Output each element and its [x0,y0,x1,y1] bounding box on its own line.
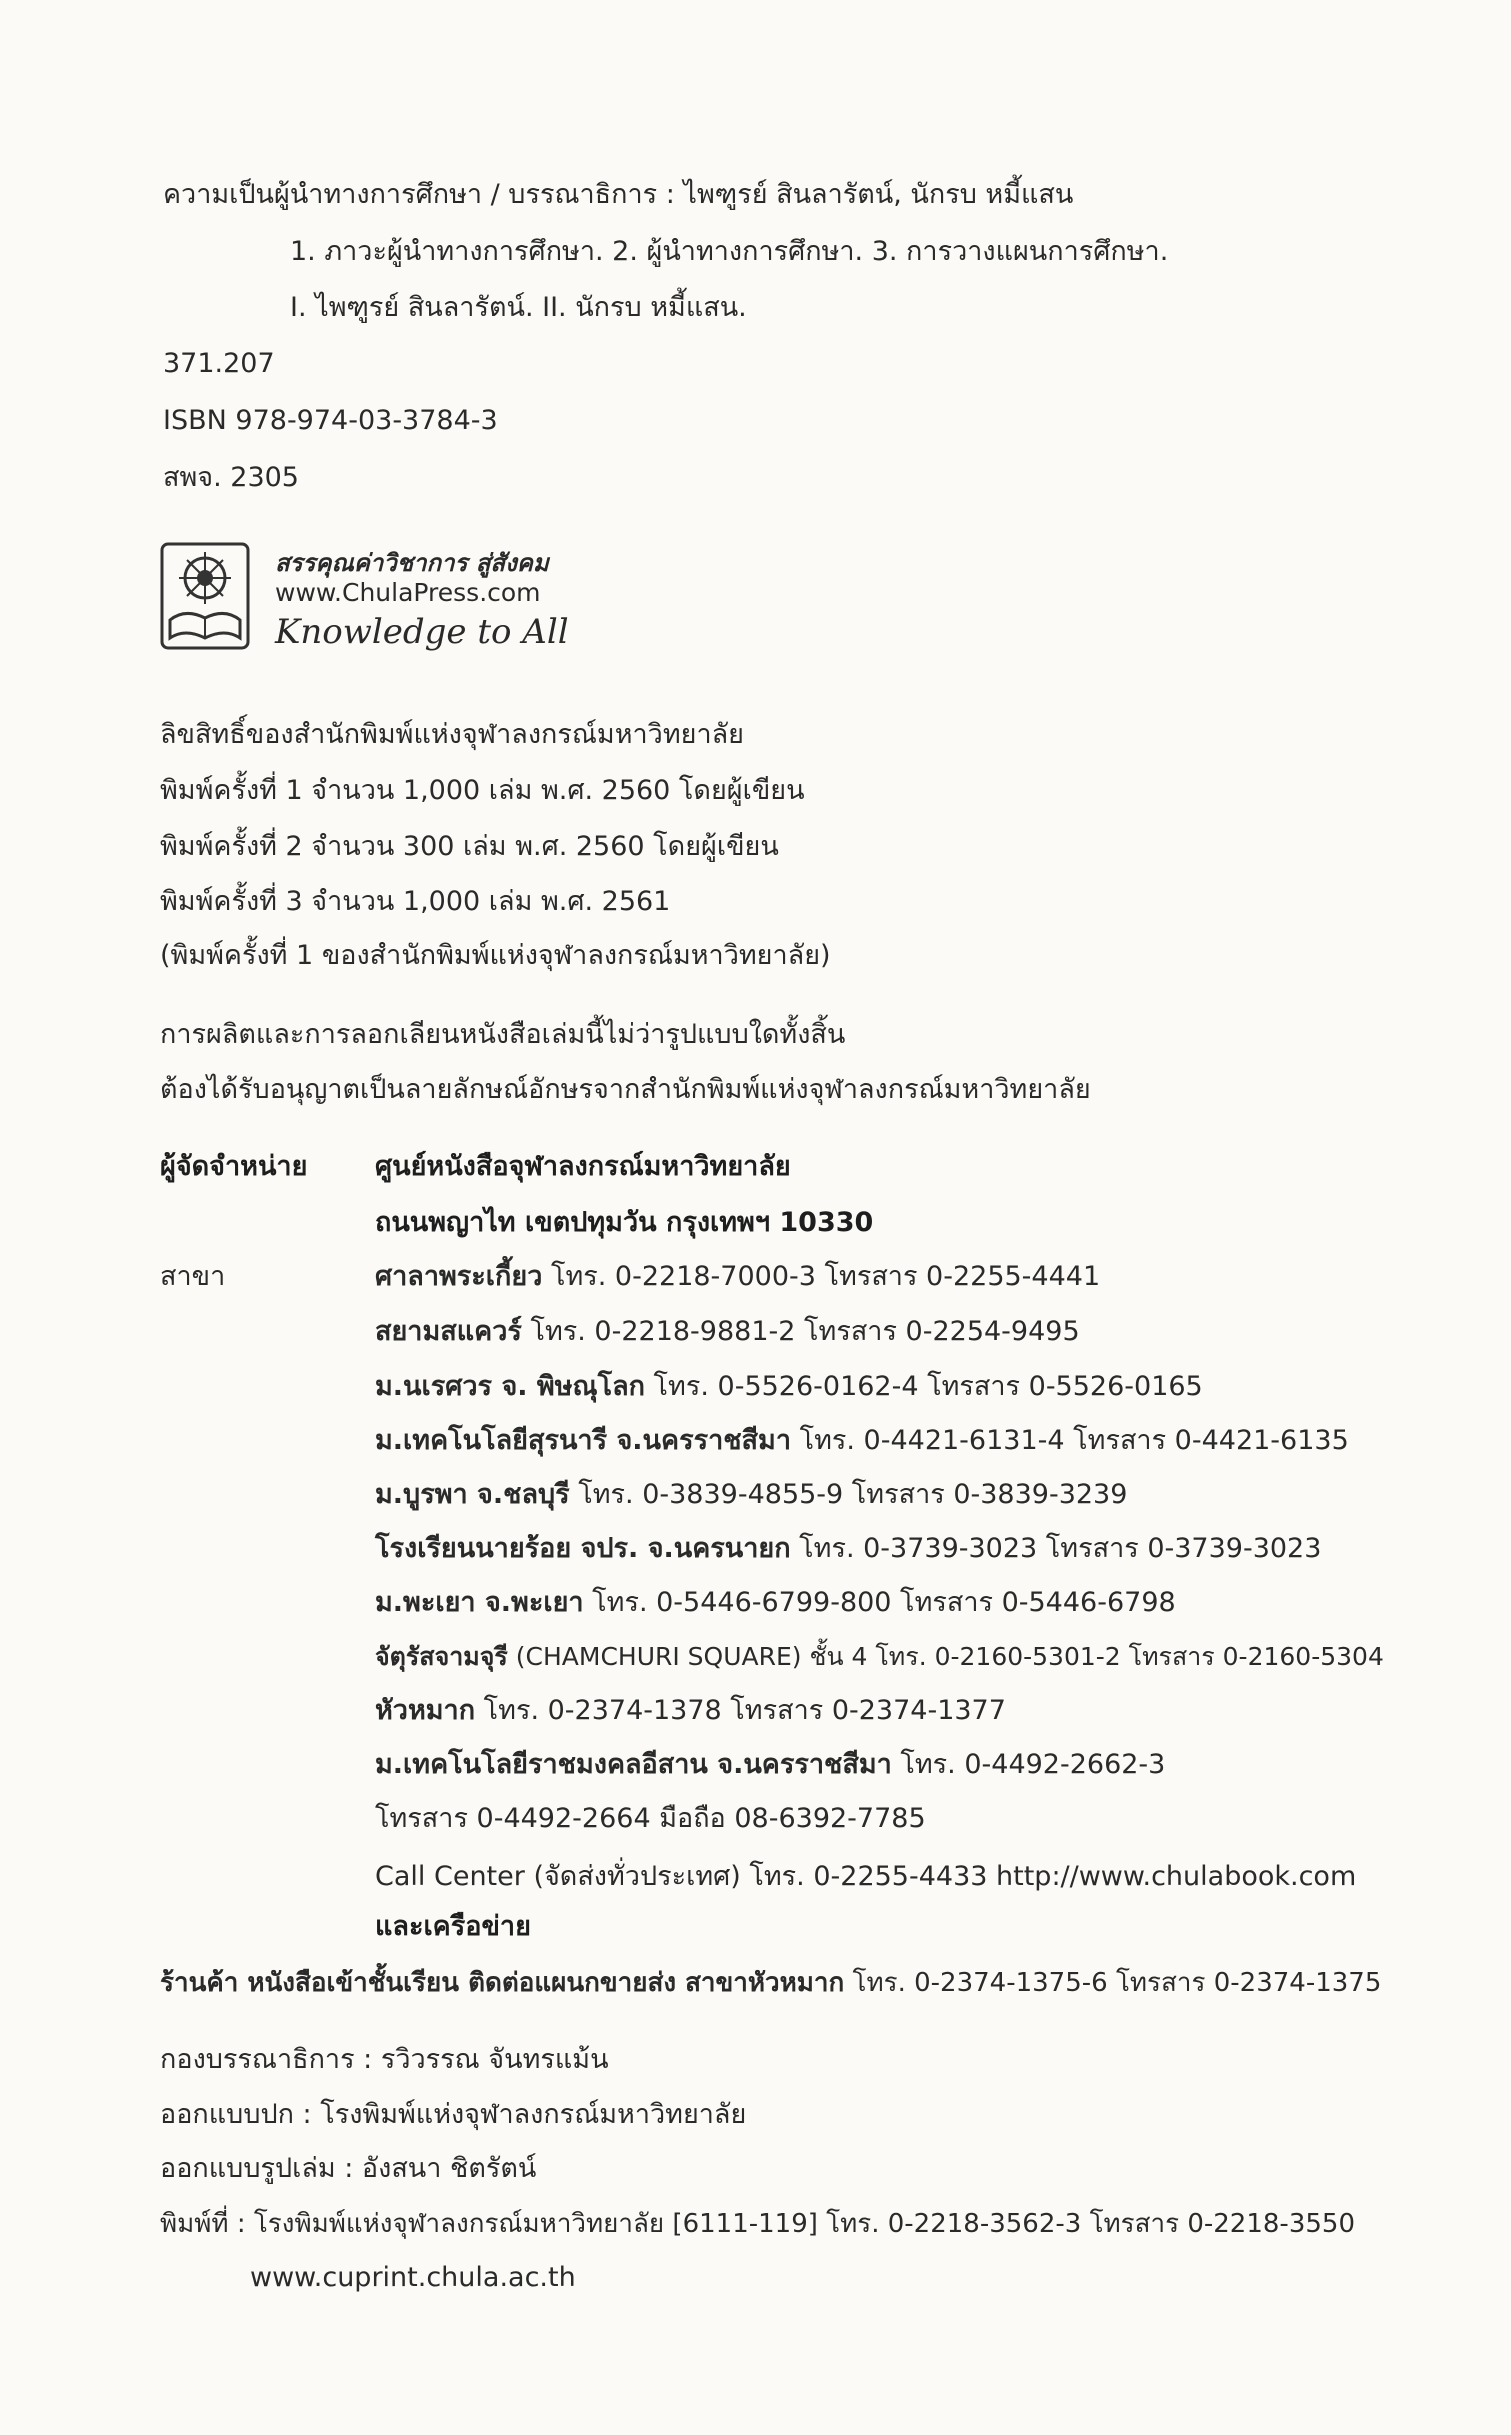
branch-continuation: โทรสาร 0-4492-2664 มือถือ 08-6392-7785 [375,1803,926,1834]
branch-line [375,1478,1127,1512]
cip-subjects: 1. ภาวะผู้นำทางการศึกษา. 2. ผู้นำทางการศึกษา. 3. การวางแผนการศึกษา. [290,236,1169,267]
branch-contact: โทร. 0-3839-4855-9 โทรสาร 0-3839-3239 [569,1479,1128,1510]
call-center-contact: (จัดส่งทั่วประเทศ) โทร. 0-2255-4433 http://www.chulabook.com [524,1861,1357,1892]
branch-line [375,1532,1321,1566]
publisher-website: www.ChulaPress.com [275,578,541,607]
chula-press-emblem-icon [160,542,250,650]
branch-line [375,1640,1384,1674]
branch-name: ม.เทคโนโลยีสุรนารี จ.นครราชสีมา [375,1425,791,1456]
distributor-name: ศูนย์หนังสือจุฬาลงกรณ์มหาวิทยาลัย [375,1151,791,1182]
branch-line [375,1370,1203,1404]
distributor-address: ถนนพญาไท เขตปทุมวัน กรุงเทพฯ 10330 [375,1207,874,1238]
branch-name: ม.นเรศวร จ. พิษณุโลก [375,1371,645,1402]
distributor-label: ผู้จัดจำหน่าย [160,1151,308,1182]
rights-line-1: การผลิตและการลอกเลียนหนังสือเล่มนี้ไม่ว่ารูปแบบใดทั้งสิ้น [160,1019,846,1050]
branch-line [375,1748,1165,1782]
branch-line [375,1424,1349,1458]
credit-cover: ออกแบบปก : โรงพิมพ์แห่งจุฬาลงกรณ์มหาวิทยาลัย [160,2099,747,2130]
publisher-slogan-thai: สรรคุณค่าวิชาการ สู่สังคม [275,549,549,577]
cip-code: สพจ. 2305 [163,462,299,493]
credit-printer: พิมพ์ที่ : โรงพิมพ์แห่งจุฬาลงกรณ์มหาวิทยาลัย [6111-119] โทร. 0-2218-3562-3 โทรสาร 0-2218-3550 [160,2209,1355,2239]
print-edition-note: (พิมพ์ครั้งที่ 1 ของสำนักพิมพ์แห่งจุฬาลงกรณ์มหาวิทยาลัย) [160,940,831,971]
cip-authors: I. ไพฑูรย์ สินลารัตน์. II. นักรบ หมี้แสน. [290,292,747,323]
branch-contact: โทร. 0-4492-2662-3 [891,1749,1166,1780]
wholesale-line [160,1966,1381,2000]
print-edition-2: พิมพ์ครั้งที่ 2 จำนวน 300 เล่ม พ.ศ. 2560 โดยผู้เขียน [160,831,779,862]
rights-line-2: ต้องได้รับอนุญาตเป็นลายลักษณ์อักษรจากสำนักพิมพ์แห่งจุฬาลงกรณ์มหาวิทยาลัย [160,1074,1091,1105]
branch-name: โรงเรียนนายร้อย จปร. จ.นครนายก [375,1533,791,1564]
branch-name: จัตุรัสจามจุรี [375,1642,508,1671]
wholesale-label: ร้านค้า หนังสือเข้าชั้นเรียน ติดต่อแผนกขายส่ง สาขาหัวหมาก [160,1968,845,1998]
branch-line [375,1586,1176,1620]
branch-name: หัวหมาก [375,1695,476,1726]
credit-editorial: กองบรรณาธิการ : รวิวรรณ จันทรแม้น [160,2044,609,2075]
branch-contact: โทร. 0-2374-1378 โทรสาร 0-2374-1377 [475,1695,1006,1726]
branch-line [375,1315,1080,1349]
branch-name: ม.เทคโนโลยีราชมงคลอีสาน จ.นครราชสีมา [375,1749,892,1780]
branch-name: ม.พะเยา จ.พะเยา [375,1587,584,1618]
copyright-owner: ลิขสิทธิ์ของสำนักพิมพ์แห่งจุฬาลงกรณ์มหาวิทยาลัย [160,719,744,750]
branch-contact: โทร. 0-3739-3023 โทรสาร 0-3739-3023 [790,1533,1322,1564]
publisher-slogan-english: Knowledge to All [275,612,569,652]
branch-name: ม.บูรพา จ.ชลบุรี [375,1479,570,1510]
printer-website: www.cuprint.chula.ac.th [250,2262,576,2293]
branch-label: สาขา [160,1261,226,1292]
branch-line [375,1694,1006,1728]
call-center-line [375,1860,1356,1894]
branch-contact: โทร. 0-5526-0162-4 โทรสาร 0-5526-0165 [644,1371,1203,1402]
branch-contact: โทร. 0-2218-9881-2 โทรสาร 0-2254-9495 [521,1316,1080,1347]
credit-layout: ออกแบบรูปเล่ม : อังสนา ชิตรัตน์ [160,2153,537,2184]
branch-name: ศาลาพระเกี้ยว [375,1261,543,1292]
network-label: และเครือข่าย [375,1911,531,1942]
branch-line [375,1260,1100,1294]
cip-isbn: ISBN 978-974-03-3784-3 [163,405,498,436]
wholesale-contact: โทร. 0-2374-1375-6 โทรสาร 0-2374-1375 [844,1968,1382,1998]
print-edition-3: พิมพ์ครั้งที่ 3 จำนวน 1,000 เล่ม พ.ศ. 2561 [160,886,671,917]
branch-contact: โทร. 0-2218-7000-3 โทรสาร 0-2255-4441 [542,1261,1101,1292]
cip-class-number: 371.207 [163,348,275,379]
branch-contact: (CHAMCHURI SQUARE) ชั้น 4 โทร. 0-2160-5301-2 โทรสาร 0-2160-5304 [507,1642,1384,1671]
call-center-name: Call Center [375,1861,525,1892]
cip-title-line: ความเป็นผู้นำทางการศึกษา / บรรณาธิการ : ไพฑูรย์ สินลารัตน์, นักรบ หมี้แสน [163,179,1074,210]
branch-contact: โทร. 0-4421-6131-4 โทรสาร 0-4421-6135 [791,1425,1349,1456]
print-edition-1: พิมพ์ครั้งที่ 1 จำนวน 1,000 เล่ม พ.ศ. 2560 โดยผู้เขียน [160,775,805,806]
branch-name: สยามสแควร์ [375,1316,522,1347]
branch-contact: โทร. 0-5446-6799-800 โทรสาร 0-5446-6798 [583,1587,1176,1618]
